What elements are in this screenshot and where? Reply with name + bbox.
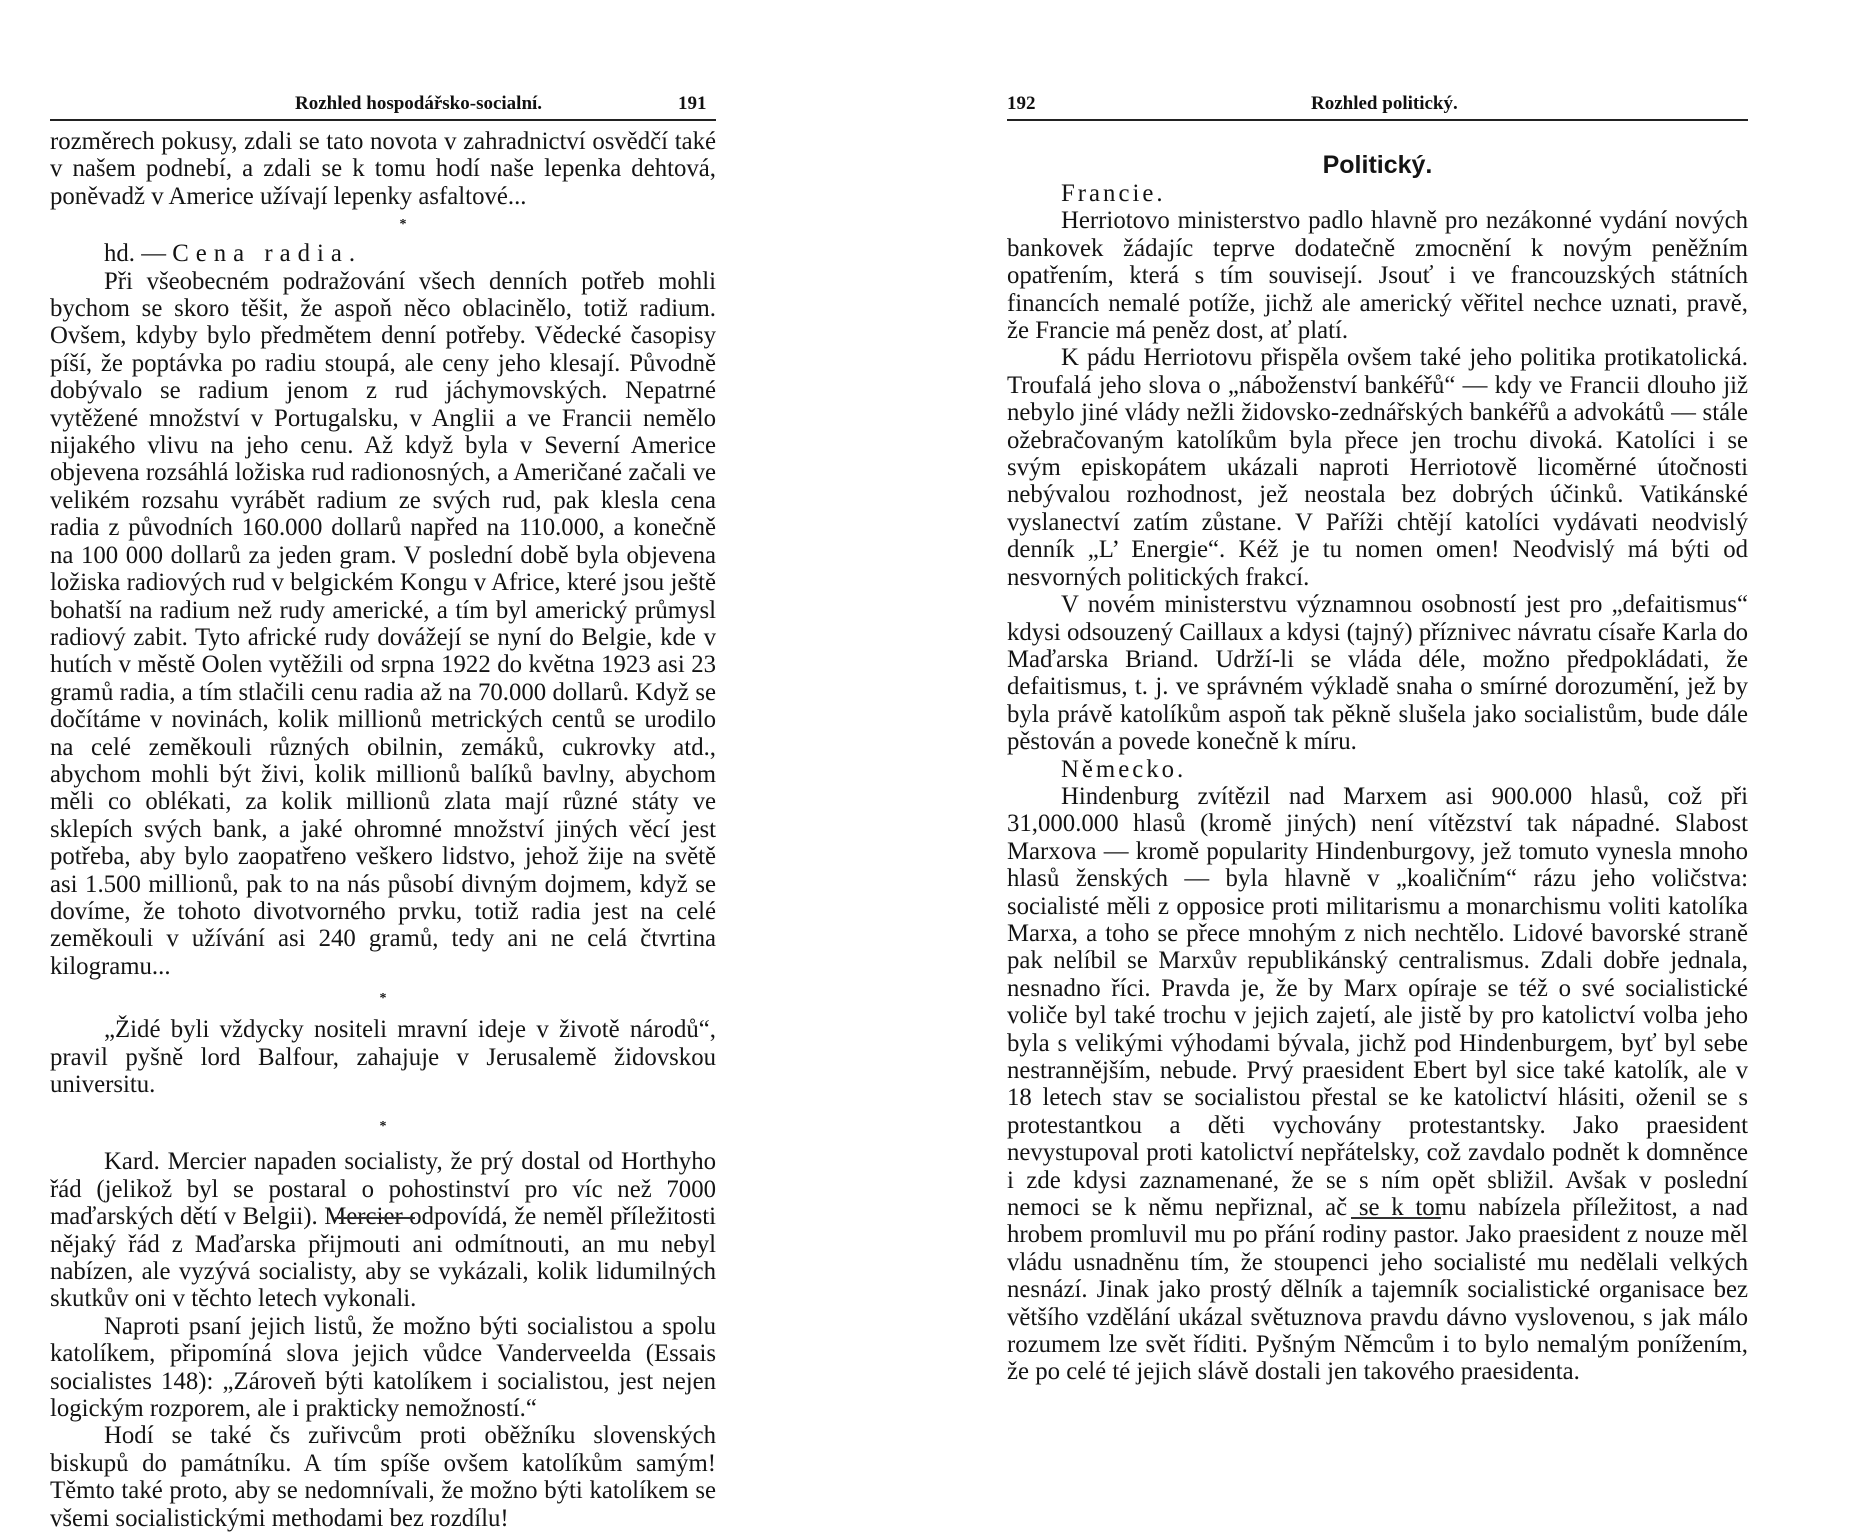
left-closing-rule [335, 1217, 415, 1219]
article-title: Cena radia. [172, 240, 363, 268]
left-header-rule [50, 119, 716, 121]
left-page-number: 191 [678, 93, 707, 114]
article-heading-cena-radia [50, 240, 716, 267]
right-closing-rule [1351, 1217, 1441, 1219]
right-page-number: 192 [1007, 93, 1036, 114]
balfour-quote: „Židé byli vždycky nositeli mravní ideje v životě národů“, [104, 1016, 716, 1044]
right-text-column [1007, 150, 1748, 1386]
right-running-head: Rozhled politický. [1311, 93, 1458, 114]
left-running-head: Rozhled hospodářsko-socialní. [295, 93, 543, 114]
balfour-attribution: pravil pyšně lord Balfour, zahajuje v Jerusalemě židovskou universitu. [50, 1043, 716, 1098]
right-page [933, 0, 1866, 1501]
section-title: Politický. [1322, 151, 1433, 179]
right-paragraph-protikatolicka: K pádu Herriotovu přispěla ovšem také jeho politika protikatolická. Troufalá jeho slova o „náboženství bankéřů“ — kdy ve Francii dlouho již nebylo jiné vlády nežli židovsko-zednářských bankéřů a advokátů — stále ožebračovaným katolíkům byla přece jen trochu divoká. Katolíci i se svým episkopátem ukázali naproti Herriotově licoměrné útočnosti nebývalou rozhodnost, jež neostala bez dobrých účinků. Vatikánské vyslanectví zatím zůstane. V Paříži chtějí katolíci vydávati neodvislý denník „L’ Energie“. Kéž je tu nomen omen! Neodvislý má býti od nesvorných politických frakcí. [1007, 344, 1748, 591]
heading-francie: Francie. [1061, 180, 1166, 207]
left-paragraph-1: rozměrech pokusy, zdali se tato novota v zahradnictví osvědčí také v našem podnebí, a zdali se k tomu hodí naše lepenka dehtová, poněvadž v Americe užívají lepenky asfaltové... [50, 128, 716, 210]
left-text-column [50, 128, 716, 1532]
separator-star: * [379, 991, 387, 1007]
heading-nemecko: Německo. [1061, 755, 1187, 783]
left-paragraph-closing: Hodí se také čs zuřivcům proti oběžníku slovenských biskupů do památníku. A tím spíše ovšem katolíkům samým! Těmto také proto, aby se nedomnívali, že možno býti katolíkem se všemi socialistickými methodami bez rozdílu! [50, 1422, 716, 1532]
right-paragraph-hindenburg: Hindenburg zvítězil nad Marxem asi 900.000 hlasů, což při 31,000.000 hlasů (kromě jiných) není vítězství tak nápadné. Slabost Marxova — kromě popularity Hindenburgovy, jež tomuto vynesla mnoho hlasů ženských — byla hlavně v „koaličním“ rázu jeho voličstva: socialisté měli z opposice proti militarismu a monarchismu voliti katolíka Marxa, a toho se přece mnohým z nich nechtělo. Lidové bavorské straně pak nelíbil se Marxův republikánský centralismus. Zdali dobře jednala, nesnadno říci. Pravda je, že by Marx opíraje se též o své socialistické voliče byl také trochu v jejich zajetí, ale jistě by pro katolictví volba jeho byla s velikými výhodami bývala, jichž pod Hindenburgem, byť byl sebe nestrannějším, nebude. Prvý praesident Ebert byl sice také katolík, ale v 18 letech stav se socialistou přestal se ke katolictví hlásiti, oženil se s protestantkou a děti vychovány protestantsky. Jako praesident nevystupoval proti katolictví nepřátelsky, což zavdalo podnět k domněnce i zde kdysi zaznamenané, že se s ním opět sbližil. Avšak v poslední nemoci se k němu nepřiznal, ač se k tomu nabízela příležitost, a nad hrobem promluvil mu po přání rodiny pastor. Jako praesident z nouze měl vládu usnadněnu tím, že stoupenci jeho socialisté mu nedělali velkých nesnází. Jinak jako prostý dělník a tajemník socialistické organisace bez většího vzdělání ukázal světuznova pravdu dávno vyslovenou, s jak málo rozumem lze svět říditi. Pyšným Němcům i to bylo nemalým ponížením, že po celé té jejich slávě dostali jen takového praesidenta. [1007, 782, 1748, 1386]
separator-star: * [399, 217, 407, 233]
article-abbr: hd. — [104, 240, 166, 268]
separator-star: * [379, 1119, 387, 1135]
right-header-rule [1007, 119, 1748, 121]
left-paragraph-quote [50, 1016, 716, 1098]
right-paragraph-defaitismus: V novém ministerstvu významnou osobností jest pro „defaitismus“ kdysi odsouzený Caillaux a kdysi (tajný) příznivec návratu císaře Karla do Maďarska Briand. Udrží-li se vláda déle, možno předpokládati, že defaitismus, t. j. ve správném výkladě snaha o smírné dorozumění, jež by byla právě katolíkům aspoň tak pěkně slušela jako socialistům, bude dále pěstován a povede konečně k míru. [1007, 591, 1748, 756]
left-paragraph-vanderveld: Naproti psaní jejich listů, že možno býti socialistou a spolu katolíkem, připomíná slova jejich vůdce Vanderveelda (Essais socialistes 148): „Zároveň býti katolíkem i socialistou, jest nejen logickým rozporem, ale i prakticky nemožností.“ [50, 1312, 716, 1423]
right-paragraph-herriot: Herriotovo ministerstvo padlo hlavně pro nezákonné vydání nových bankovek žádajíc teprve dodatečně zmocnění k novým peněžním opatřením, která s tím souvisejí. Jsouť i ve francouzských státních financích nemalé potíže, jichž ale americký věřitel nechce uznati, pravě, že Francie má peněz dost, ať platí. [1007, 207, 1748, 345]
left-paragraph-radium: Při všeobecném podražování všech denních potřeb mohli bychom se skoro těšit, že aspoň něco oblacinělo, totiž radium. Ovšem, kdyby bylo předmětem denní potřeby. Vědecké časopisy píší, že poptávka po radiu stoupá, ale ceny jeho klesají. Původně dobývalo se radium jenom z rud jáchymovských. Nepatrné vytěžené množství v Portugalsku, v Anglii a ve Francii nemělo nijakého vlivu na jeho cenu. Až když byla v Severní Americe objevena rozsáhlá ložiska rud radionosných, a Američané začali ve velikém rozsahu vyrábět radium ze svých rud, pak klesla cena radia z původních 160.000 dollarů napřed na 110.000, a konečně na 100 000 dollarů za jeden gram. V poslední době byla objevena ložiska radiových rud v belgickém Kongu v Africe, které jsou ještě bohatší na radium než rudy americké, a tím byl americký průmysl radiový zabit. Tyto africké rudy dovážejí se nyní do Belgie, kde v hutích v městě Oolen vytěžili od srpna 1922 do května 1923 asi 23 gramů radia, a tím stlačili cenu radia až na 70.000 dollarů. Když se dočítáme v novinách, kolik millionů metrických centů se urodilo na celé zeměkouli různých obilnin, zemáků, cukrovky atd., abychom mohli být živi, kolik millionů balíků bavlny, abychom měli co oblékati, za kolik millionů zlata mají různé státy ve sklepích svých bank, a jaké ohromné množství jiných věcí jest potřeba, aby bylo zaopatřeno veškero lidstvo, jehož žije na světě asi 1.500 millionů, pak to na nás působí divným dojmem, když se dovíme, že tohoto divotvorného prvku, totiž radia jest na celé zeměkouli v užívání asi 240 gramů, tedy ani ne celá čtvrtina kilogramu... [50, 267, 716, 980]
left-paragraph-mercier: Kard. Mercier napaden socialisty, že prý dostal od Horthyho řád (jelikož byl se postaral o pohostinství pro víc než 7000 maďarských dětí v Belgii). Mercier odpovídá, že neměl příležitosti nějaký řád z Maďarska přijmouti ani odmítnouti, an mu nebyl nabízen, ale vyzývá socialisty, aby se vykázali, kolik lidumilných skutkův oni v těchto letech vykonali. [50, 1148, 716, 1313]
